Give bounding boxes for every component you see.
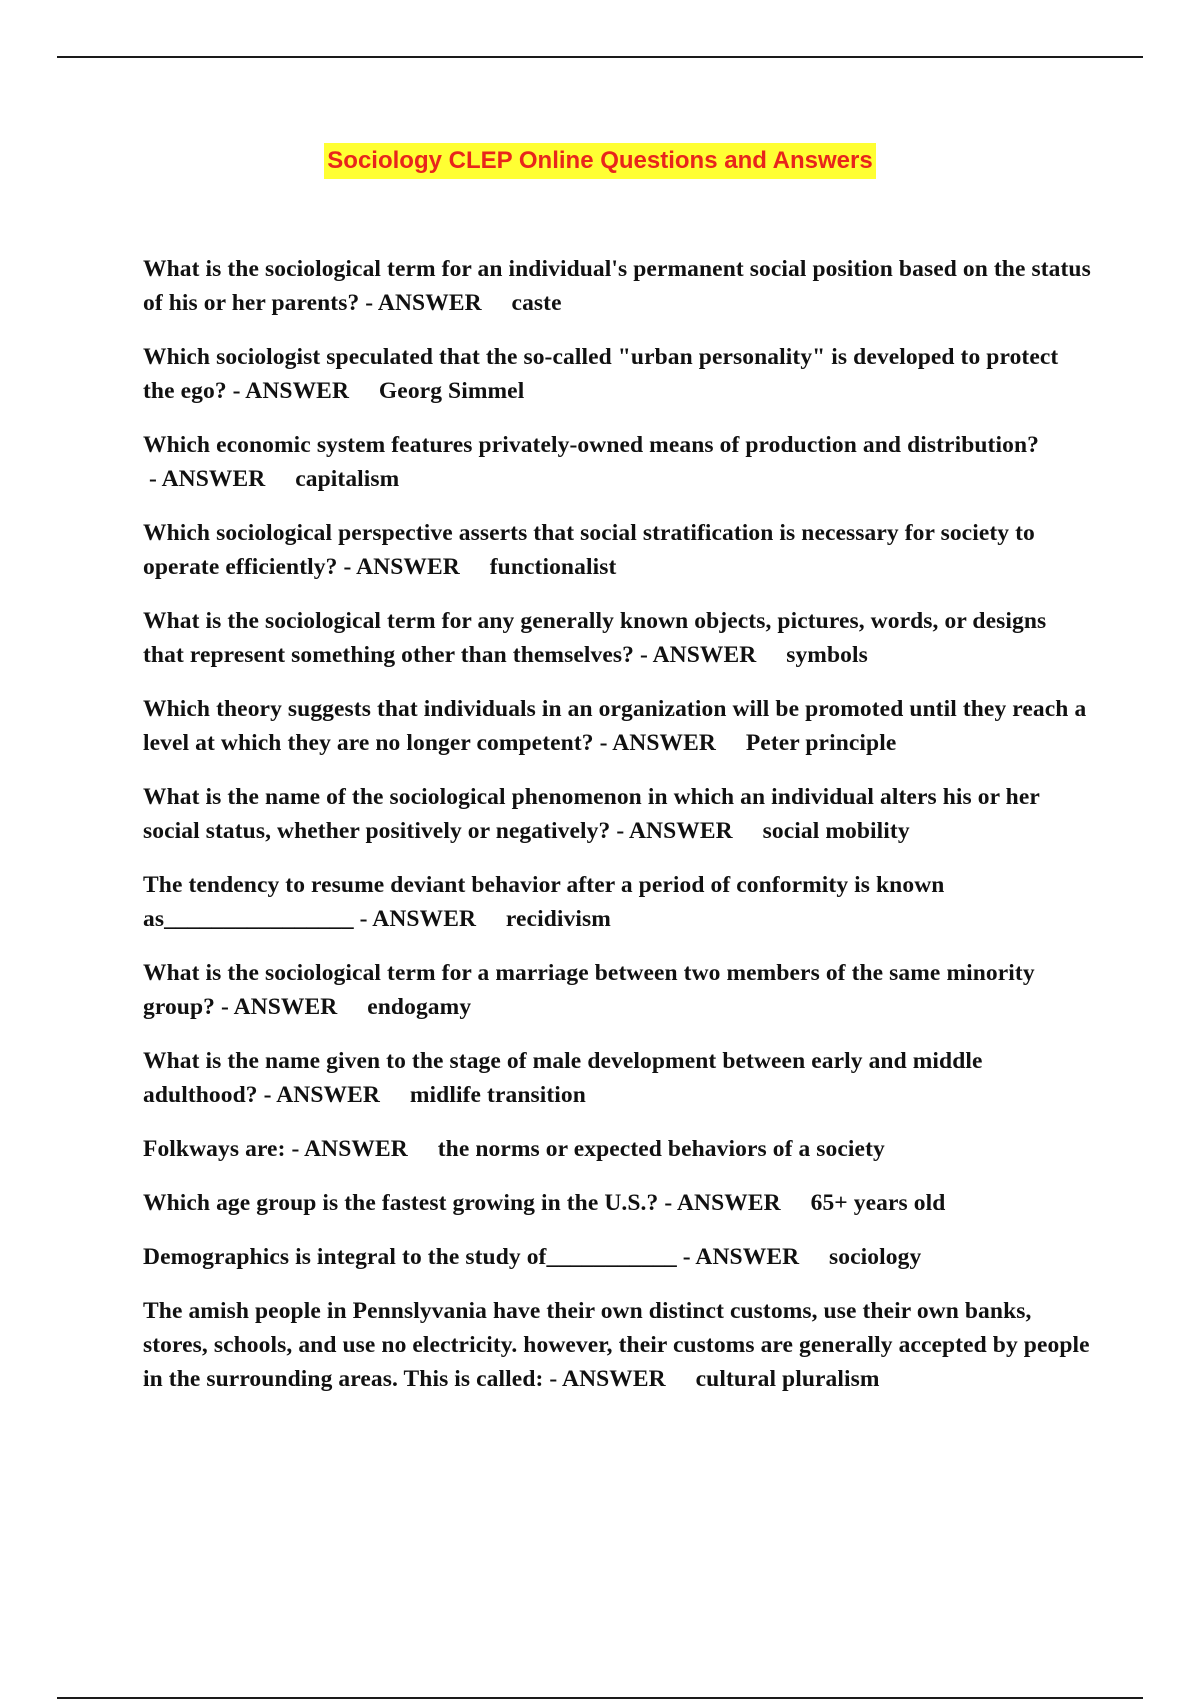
answer-text: caste bbox=[511, 290, 562, 316]
answer-label: - ANSWER bbox=[215, 994, 368, 1020]
answer-label: - ANSWER bbox=[610, 818, 763, 844]
question-text: What is the sociological term for any generally known objects, pictures, words, or designs that represent something other than themselves? bbox=[143, 608, 1047, 668]
question-text: Which theory suggests that individuals in an organization will be promoted until they reach a level at which they are no longer competent? bbox=[143, 696, 1087, 756]
qa-item bbox=[143, 1044, 1093, 1112]
question-text: The tendency to resume deviant behavior after a period of conformity is known as________________ bbox=[143, 872, 945, 932]
answer-text: recidivism bbox=[505, 906, 611, 932]
answer-label: - ANSWER bbox=[676, 1244, 830, 1270]
qa-item bbox=[143, 516, 1093, 584]
answer-label: - ANSWER bbox=[285, 1136, 438, 1162]
qa-item bbox=[143, 780, 1093, 848]
question-text: Demographics is integral to the study of___________ bbox=[143, 1244, 677, 1270]
qa-item bbox=[143, 1132, 1093, 1166]
question-text: What is the sociological term for an individual's permanent social position based on the status of his or her parents? bbox=[143, 256, 1091, 316]
qa-item bbox=[143, 956, 1093, 1024]
header-rule bbox=[57, 56, 1143, 58]
answer-text: 65+ years old bbox=[810, 1190, 946, 1216]
qa-item bbox=[143, 428, 1093, 496]
qa-item bbox=[143, 1294, 1093, 1396]
question-text: What is the sociological term for a marriage between two members of the same minority group? bbox=[143, 960, 1035, 1020]
answer-label: - ANSWER bbox=[257, 1082, 410, 1108]
qa-item bbox=[143, 692, 1093, 760]
footer-rule bbox=[57, 1697, 1143, 1699]
answer-label: - ANSWER bbox=[359, 290, 512, 316]
answer-label: - ANSWER bbox=[543, 1366, 696, 1392]
question-text: Which sociological perspective asserts that social stratification is necessary for society to operate efficiently? bbox=[143, 520, 1035, 580]
qa-item bbox=[143, 1186, 1093, 1220]
answer-text: capitalism bbox=[295, 466, 400, 492]
question-text: What is the name of the sociological phenomenon in which an individual alters his or her social status, whether positively or negatively? bbox=[143, 784, 1040, 844]
qa-item bbox=[143, 1240, 1093, 1274]
qa-list bbox=[143, 252, 1093, 1416]
question-text: Which economic system features privately-owned means of production and distribution? bbox=[143, 432, 1039, 458]
qa-item bbox=[143, 340, 1093, 408]
answer-label: - ANSWER bbox=[226, 378, 379, 404]
answer-label: - ANSWER bbox=[353, 906, 506, 932]
answer-text: social mobility bbox=[762, 818, 910, 844]
answer-label: - ANSWER bbox=[593, 730, 746, 756]
answer-text: functionalist bbox=[489, 554, 617, 580]
question-text: What is the name given to the stage of male development between early and middle adulthood? bbox=[143, 1048, 983, 1108]
answer-text: midlife transition bbox=[409, 1082, 586, 1108]
answer-text: Georg Simmel bbox=[378, 378, 525, 404]
answer-text: endogamy bbox=[367, 994, 472, 1020]
title-block bbox=[0, 143, 1200, 179]
answer-label: - ANSWER bbox=[658, 1190, 811, 1216]
answer-text: symbols bbox=[786, 642, 868, 668]
answer-text: the norms or expected behaviors of a society bbox=[437, 1136, 885, 1162]
answer-label: - ANSWER bbox=[143, 466, 296, 492]
question-text: The amish people in Pennslyvania have their own distinct customs, use their own banks, stores, schools, and use no electricity. however, their customs are generally accepted by people in the surrounding areas. This is called: bbox=[143, 1298, 1090, 1392]
answer-label: - ANSWER bbox=[337, 554, 490, 580]
qa-item bbox=[143, 252, 1093, 320]
question-text: Which age group is the fastest growing in the U.S.? bbox=[143, 1190, 659, 1216]
qa-item bbox=[143, 868, 1093, 936]
answer-label: - ANSWER bbox=[633, 642, 787, 668]
document-title: Sociology CLEP Online Questions and Answers bbox=[324, 143, 875, 179]
answer-text: Peter principle bbox=[745, 730, 897, 756]
answer-text: sociology bbox=[829, 1244, 922, 1270]
question-text: Folkways are: bbox=[143, 1136, 286, 1162]
question-text: Which sociologist speculated that the so-called "urban personality" is developed to protect the ego? bbox=[143, 344, 1059, 404]
qa-item bbox=[143, 604, 1093, 672]
answer-text: cultural pluralism bbox=[695, 1366, 880, 1392]
